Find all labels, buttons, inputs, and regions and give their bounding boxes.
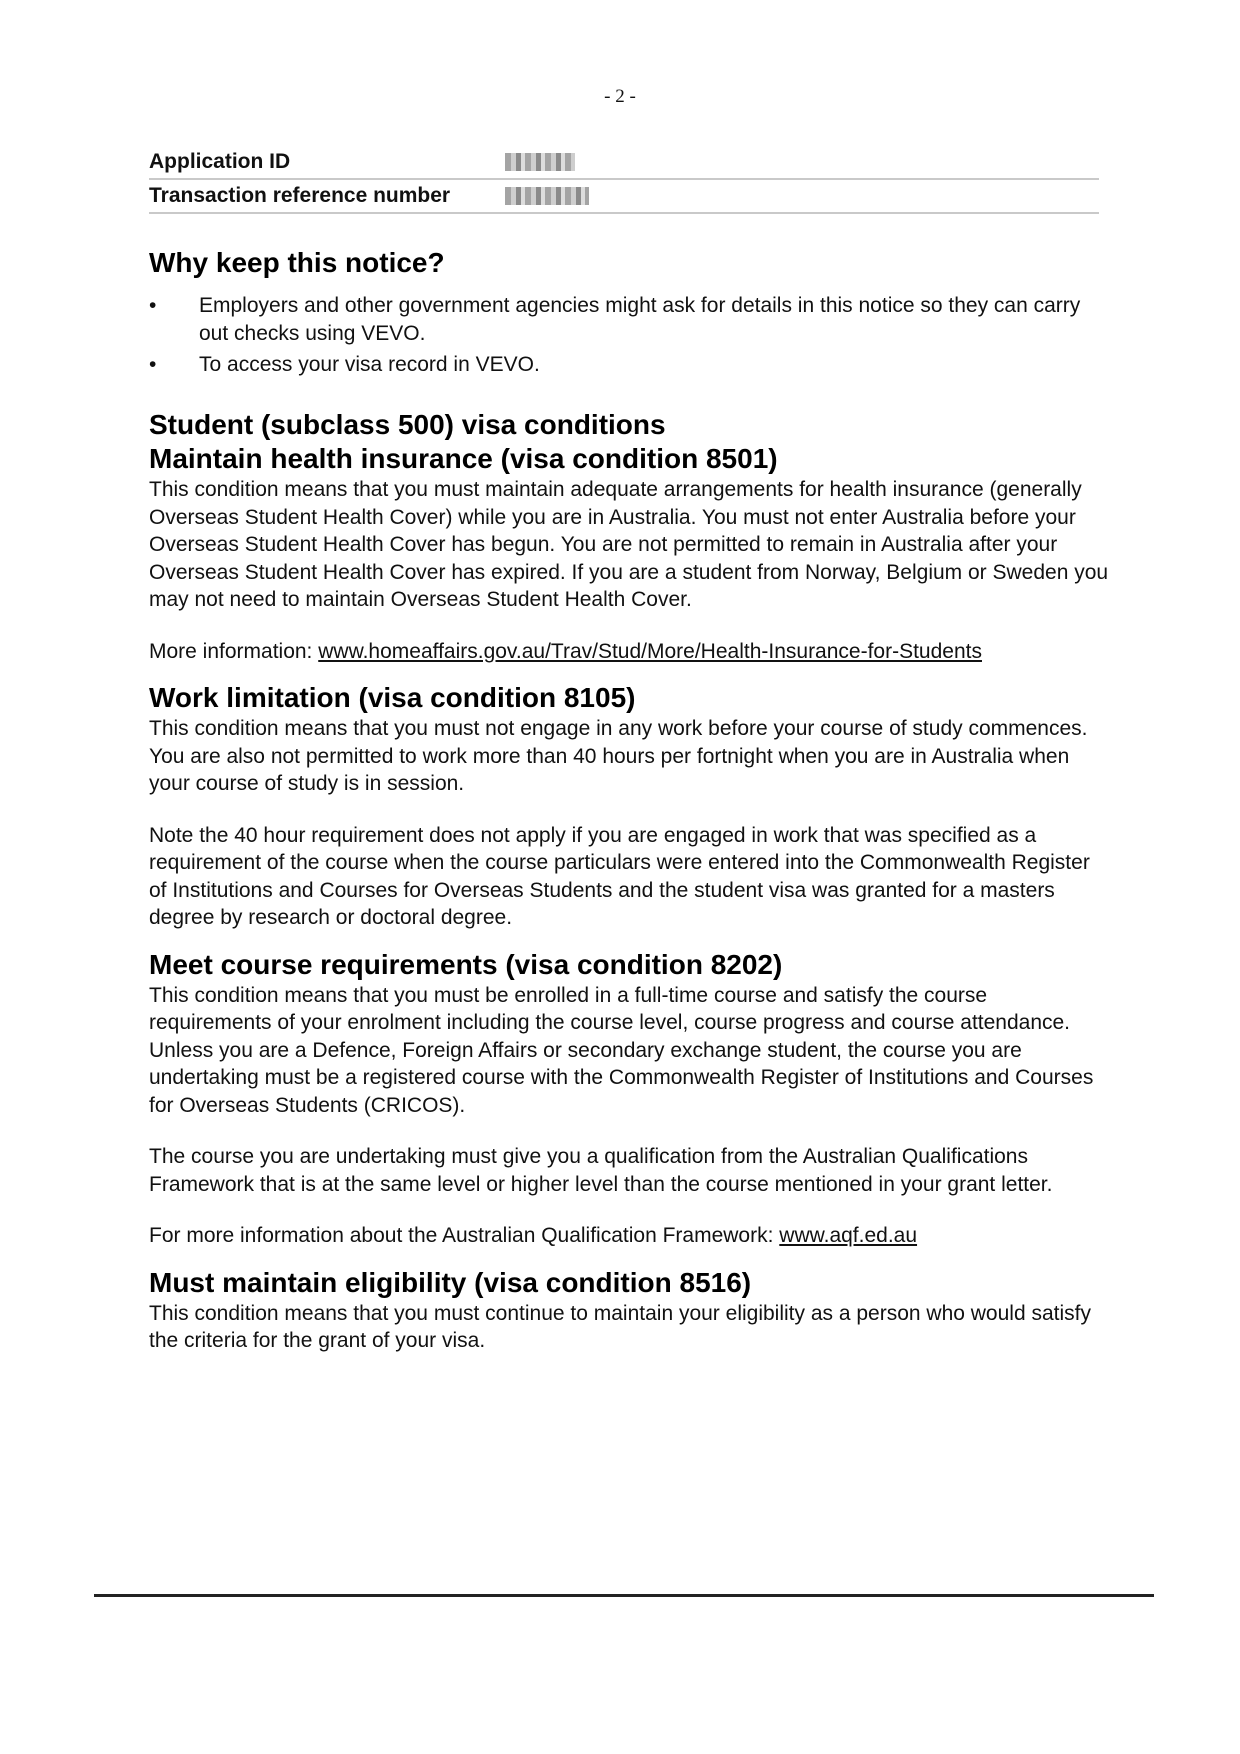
list-item-text: To access your visa record in VEVO. xyxy=(199,353,540,376)
footer-divider xyxy=(94,1594,1154,1597)
why-keep-section xyxy=(149,246,1109,383)
eligibility-heading: Must maintain eligibility (visa condition 8516) xyxy=(149,1266,752,1298)
more-info-label: For more information about the Australian Qualification Framework: xyxy=(149,1224,780,1247)
application-id-label: Application ID xyxy=(149,150,291,173)
identifier-table xyxy=(149,146,1099,214)
why-keep-list xyxy=(149,292,1109,379)
work-limitation-heading: Work limitation (visa condition 8105) xyxy=(149,682,636,713)
course-requirements-body-2: The course you are undertaking must give you a qualification from the Australian Qualifications Framework that is at the same level or higher level than the course mentioned in your grant letter. xyxy=(149,1145,1053,1196)
transaction-reference-row xyxy=(149,180,1099,214)
health-insurance-more-info xyxy=(149,638,1109,666)
aqf-link[interactable]: www.aqf.ed.au xyxy=(779,1224,918,1247)
health-insurance-body: This condition means that you must maintain adequate arrangements for health insurance (generally Overseas Student Health Cover) while you are in Australia. You must not enter Australia before your Overseas Student Health Cover has begun. You are not permitted to remain in Australia after your Overseas Student Health Cover has expired. If you are a student from Norway, Belgium or Sweden you may not need to maintain Overseas Student Health Cover. xyxy=(149,478,1109,611)
more-info-label: More information: xyxy=(149,639,319,663)
work-limitation-note: Note the 40 hour requirement does not apply if you are engaged in work that was specified as a requirement of the course when the course particulars were entered into the Commonwealth Register of Institutions and Courses for Overseas Students and the student visa was granted for a masters degree by research or doctoral degree. xyxy=(149,823,1090,929)
health-insurance-heading: Maintain health insurance (visa condition 8501) xyxy=(149,443,778,474)
list-item xyxy=(149,351,1109,379)
bullet-icon: • xyxy=(149,353,157,376)
why-keep-heading: Why keep this notice? xyxy=(149,247,445,278)
list-item xyxy=(149,292,1109,347)
visa-conditions-heading: Student (subclass 500) visa conditions xyxy=(149,409,666,440)
application-id-row xyxy=(149,146,1099,180)
health-insurance-link[interactable]: www.homeaffairs.gov.au/Trav/Stud/More/Health-Insurance-for-Students xyxy=(318,639,982,663)
list-item-text: Employers and other government agencies might ask for details in this notice so they can carry out checks using VEVO. xyxy=(199,294,1081,345)
application-id-value-redacted xyxy=(505,153,575,171)
work-limitation-body: This condition means that you must not engage in any work before your course of study commences. You are also not permitted to work more than 40 hours per fortnight when you are in Australia when your course of study is in session. xyxy=(149,717,1088,795)
course-requirements-more-info xyxy=(149,1222,1109,1250)
visa-conditions-section xyxy=(149,408,1109,1355)
page-number: - 2 - xyxy=(604,86,636,107)
transaction-reference-value-redacted xyxy=(505,187,589,205)
eligibility-body: This condition means that you must continue to maintain your eligibility as a person who would satisfy the criteria for the grant of your visa. xyxy=(149,1301,1091,1352)
bullet-icon: • xyxy=(149,294,157,317)
course-requirements-body: This condition means that you must be enrolled in a full-time course and satisfy the course requirements of your enrolment including the course level, course progress and course attendance. Unless you are a Defence, Foreign Affairs or secondary exchange student, the course you are undertaking must be a registered course with the Commonwealth Register of Institutions and Courses for Overseas Students (CRICOS). xyxy=(149,983,1094,1117)
transaction-reference-label: Transaction reference number xyxy=(149,184,451,207)
course-requirements-heading: Meet course requirements (visa condition 8202) xyxy=(149,948,783,980)
